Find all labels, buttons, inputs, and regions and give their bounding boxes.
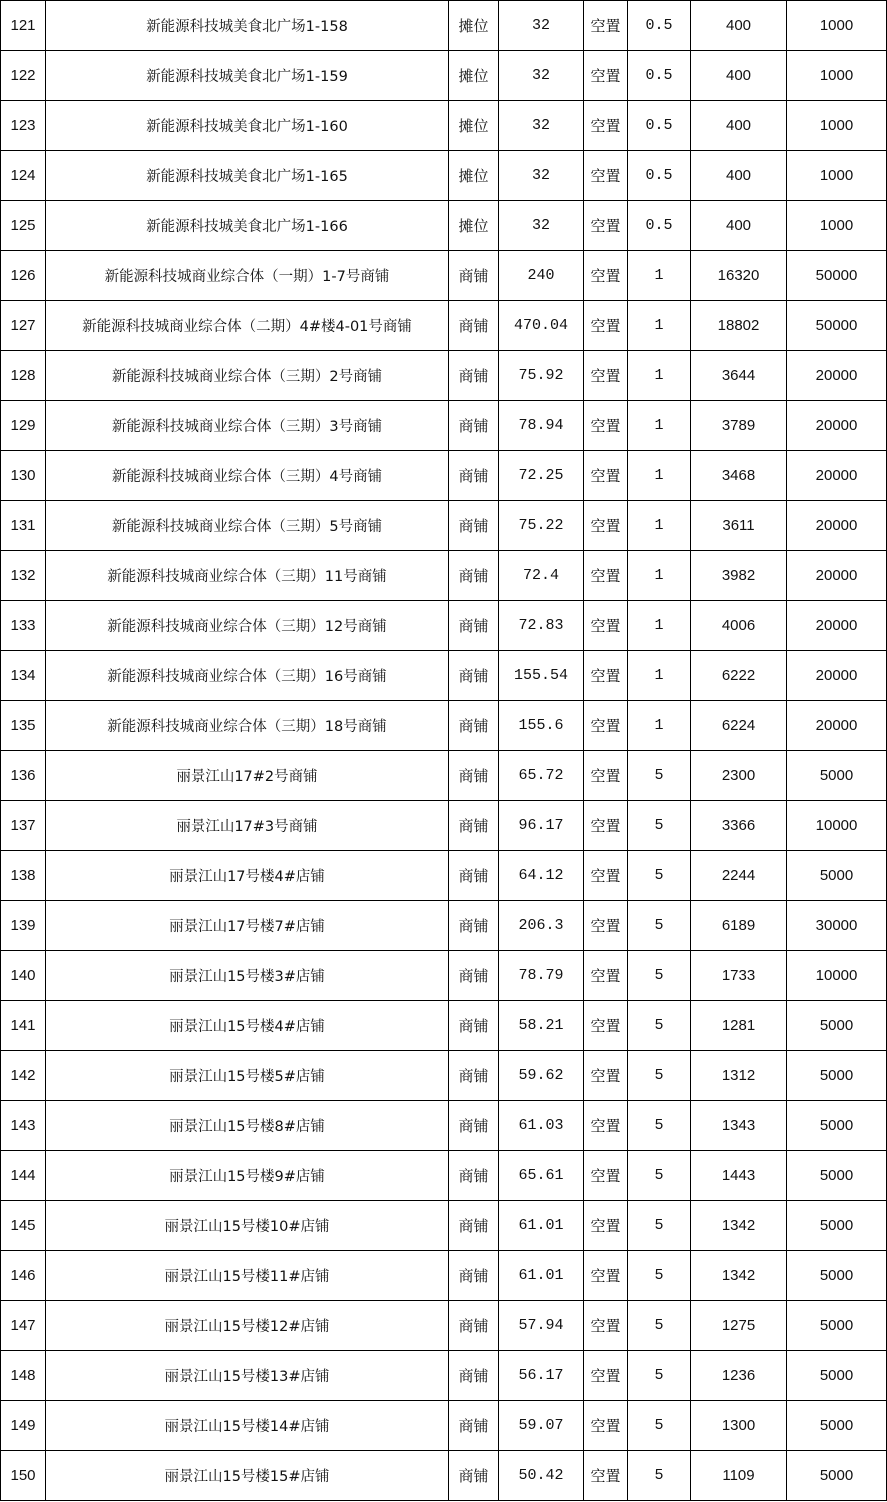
area-value: 75.22 bbox=[499, 501, 584, 551]
row-number: 134 bbox=[1, 651, 46, 701]
status: 空置 bbox=[584, 201, 628, 251]
property-name: 丽景江山17#2号商铺 bbox=[46, 751, 449, 801]
table-row bbox=[1, 801, 887, 851]
lease-term: 1 bbox=[628, 651, 691, 701]
lease-term: 1 bbox=[628, 551, 691, 601]
rent-price: 1443 bbox=[691, 1151, 787, 1201]
table-row bbox=[1, 1351, 887, 1401]
property-type: 商铺 bbox=[449, 551, 499, 601]
status: 空置 bbox=[584, 901, 628, 951]
property-name: 丽景江山15号楼3#店铺 bbox=[46, 951, 449, 1001]
row-number: 140 bbox=[1, 951, 46, 1001]
status: 空置 bbox=[584, 601, 628, 651]
area-value: 58.21 bbox=[499, 1001, 584, 1051]
property-name: 丽景江山15号楼12#店铺 bbox=[46, 1301, 449, 1351]
deposit: 5000 bbox=[787, 1101, 887, 1151]
rent-price: 1109 bbox=[691, 1451, 787, 1501]
property-name: 丽景江山15号楼5#店铺 bbox=[46, 1051, 449, 1101]
area-value: 61.03 bbox=[499, 1101, 584, 1151]
property-type: 商铺 bbox=[449, 1351, 499, 1401]
lease-term: 0.5 bbox=[628, 101, 691, 151]
row-number: 146 bbox=[1, 1251, 46, 1301]
row-number: 141 bbox=[1, 1001, 46, 1051]
deposit: 5000 bbox=[787, 1201, 887, 1251]
area-value: 65.72 bbox=[499, 751, 584, 801]
rent-price: 3468 bbox=[691, 451, 787, 501]
property-type: 商铺 bbox=[449, 1251, 499, 1301]
rent-price: 1343 bbox=[691, 1101, 787, 1151]
lease-term: 5 bbox=[628, 1351, 691, 1401]
rent-price: 18802 bbox=[691, 301, 787, 351]
deposit: 50000 bbox=[787, 301, 887, 351]
lease-term: 5 bbox=[628, 1101, 691, 1151]
area-value: 59.62 bbox=[499, 1051, 584, 1101]
property-type: 商铺 bbox=[449, 451, 499, 501]
status: 空置 bbox=[584, 51, 628, 101]
deposit: 5000 bbox=[787, 1401, 887, 1451]
lease-term: 0.5 bbox=[628, 51, 691, 101]
property-type: 摊位 bbox=[449, 201, 499, 251]
area-value: 57.94 bbox=[499, 1301, 584, 1351]
property-name: 丽景江山17#3号商铺 bbox=[46, 801, 449, 851]
status: 空置 bbox=[584, 1301, 628, 1351]
status: 空置 bbox=[584, 1351, 628, 1401]
property-name: 丽景江山15号楼11#店铺 bbox=[46, 1251, 449, 1301]
lease-term: 5 bbox=[628, 1151, 691, 1201]
table-row bbox=[1, 451, 887, 501]
area-value: 56.17 bbox=[499, 1351, 584, 1401]
lease-term: 5 bbox=[628, 851, 691, 901]
rent-price: 6224 bbox=[691, 701, 787, 751]
property-name: 新能源科技城商业综合体（三期）12号商铺 bbox=[46, 601, 449, 651]
table-row bbox=[1, 251, 887, 301]
table-row bbox=[1, 101, 887, 151]
status: 空置 bbox=[584, 1051, 628, 1101]
rent-price: 1275 bbox=[691, 1301, 787, 1351]
row-number: 148 bbox=[1, 1351, 46, 1401]
rent-price: 2244 bbox=[691, 851, 787, 901]
area-value: 78.79 bbox=[499, 951, 584, 1001]
property-name: 新能源科技城美食北广场1-165 bbox=[46, 151, 449, 201]
status: 空置 bbox=[584, 851, 628, 901]
property-type: 商铺 bbox=[449, 751, 499, 801]
status: 空置 bbox=[584, 1451, 628, 1501]
table-row bbox=[1, 1001, 887, 1051]
status: 空置 bbox=[584, 251, 628, 301]
row-number: 124 bbox=[1, 151, 46, 201]
row-number: 138 bbox=[1, 851, 46, 901]
row-number: 136 bbox=[1, 751, 46, 801]
property-name: 新能源科技城美食北广场1-160 bbox=[46, 101, 449, 151]
rent-price: 3611 bbox=[691, 501, 787, 551]
lease-term: 5 bbox=[628, 901, 691, 951]
property-type: 摊位 bbox=[449, 1, 499, 51]
status: 空置 bbox=[584, 301, 628, 351]
deposit: 50000 bbox=[787, 251, 887, 301]
property-name: 新能源科技城商业综合体（三期）3号商铺 bbox=[46, 401, 449, 451]
area-value: 72.83 bbox=[499, 601, 584, 651]
row-number: 123 bbox=[1, 101, 46, 151]
table-row bbox=[1, 401, 887, 451]
rent-price: 1312 bbox=[691, 1051, 787, 1101]
row-number: 132 bbox=[1, 551, 46, 601]
deposit: 20000 bbox=[787, 651, 887, 701]
row-number: 131 bbox=[1, 501, 46, 551]
area-value: 155.6 bbox=[499, 701, 584, 751]
area-value: 65.61 bbox=[499, 1151, 584, 1201]
row-number: 130 bbox=[1, 451, 46, 501]
property-type: 商铺 bbox=[449, 1451, 499, 1501]
property-type: 商铺 bbox=[449, 801, 499, 851]
lease-term: 1 bbox=[628, 251, 691, 301]
rent-price: 1342 bbox=[691, 1251, 787, 1301]
property-type: 商铺 bbox=[449, 401, 499, 451]
area-value: 32 bbox=[499, 51, 584, 101]
deposit: 5000 bbox=[787, 1451, 887, 1501]
property-name: 新能源科技城美食北广场1-166 bbox=[46, 201, 449, 251]
lease-term: 5 bbox=[628, 1451, 691, 1501]
rent-price: 400 bbox=[691, 1, 787, 51]
deposit: 5000 bbox=[787, 1351, 887, 1401]
table-row bbox=[1, 1101, 887, 1151]
deposit: 1000 bbox=[787, 101, 887, 151]
table-row bbox=[1, 1, 887, 51]
row-number: 129 bbox=[1, 401, 46, 451]
lease-term: 0.5 bbox=[628, 151, 691, 201]
rent-price: 6222 bbox=[691, 651, 787, 701]
property-name: 新能源科技城美食北广场1-158 bbox=[46, 1, 449, 51]
lease-term: 5 bbox=[628, 1301, 691, 1351]
row-number: 127 bbox=[1, 301, 46, 351]
deposit: 5000 bbox=[787, 1301, 887, 1351]
area-value: 32 bbox=[499, 101, 584, 151]
rent-price: 1281 bbox=[691, 1001, 787, 1051]
status: 空置 bbox=[584, 501, 628, 551]
property-name: 新能源科技城商业综合体（一期）1-7号商铺 bbox=[46, 251, 449, 301]
lease-term: 5 bbox=[628, 1401, 691, 1451]
table-row bbox=[1, 1401, 887, 1451]
table-row bbox=[1, 951, 887, 1001]
row-number: 150 bbox=[1, 1451, 46, 1501]
property-name: 丽景江山15号楼13#店铺 bbox=[46, 1351, 449, 1401]
row-number: 126 bbox=[1, 251, 46, 301]
rent-price: 400 bbox=[691, 101, 787, 151]
table-row bbox=[1, 201, 887, 251]
property-name: 丽景江山15号楼9#店铺 bbox=[46, 1151, 449, 1201]
row-number: 128 bbox=[1, 351, 46, 401]
lease-term: 1 bbox=[628, 301, 691, 351]
area-value: 75.92 bbox=[499, 351, 584, 401]
rent-price: 2300 bbox=[691, 751, 787, 801]
property-type: 商铺 bbox=[449, 651, 499, 701]
row-number: 125 bbox=[1, 201, 46, 251]
rent-price: 3789 bbox=[691, 401, 787, 451]
deposit: 20000 bbox=[787, 451, 887, 501]
property-name: 丽景江山17号楼7#店铺 bbox=[46, 901, 449, 951]
area-value: 470.04 bbox=[499, 301, 584, 351]
property-type: 商铺 bbox=[449, 301, 499, 351]
deposit: 5000 bbox=[787, 1251, 887, 1301]
status: 空置 bbox=[584, 451, 628, 501]
rent-price: 400 bbox=[691, 201, 787, 251]
rent-price: 16320 bbox=[691, 251, 787, 301]
lease-term: 5 bbox=[628, 1251, 691, 1301]
property-name: 丽景江山15号楼4#店铺 bbox=[46, 1001, 449, 1051]
deposit: 20000 bbox=[787, 501, 887, 551]
lease-term: 1 bbox=[628, 451, 691, 501]
table-row bbox=[1, 551, 887, 601]
rent-price: 4006 bbox=[691, 601, 787, 651]
property-name: 丽景江山15号楼14#店铺 bbox=[46, 1401, 449, 1451]
property-type: 商铺 bbox=[449, 1401, 499, 1451]
deposit: 1000 bbox=[787, 151, 887, 201]
area-value: 72.4 bbox=[499, 551, 584, 601]
property-type: 商铺 bbox=[449, 601, 499, 651]
table-row bbox=[1, 1451, 887, 1501]
property-name: 新能源科技城商业综合体（三期）4号商铺 bbox=[46, 451, 449, 501]
table-row bbox=[1, 601, 887, 651]
area-value: 61.01 bbox=[499, 1201, 584, 1251]
row-number: 145 bbox=[1, 1201, 46, 1251]
deposit: 20000 bbox=[787, 401, 887, 451]
deposit: 10000 bbox=[787, 951, 887, 1001]
row-number: 133 bbox=[1, 601, 46, 651]
status: 空置 bbox=[584, 1401, 628, 1451]
row-number: 144 bbox=[1, 1151, 46, 1201]
deposit: 5000 bbox=[787, 1151, 887, 1201]
area-value: 72.25 bbox=[499, 451, 584, 501]
status: 空置 bbox=[584, 1, 628, 51]
table-row bbox=[1, 51, 887, 101]
deposit: 20000 bbox=[787, 551, 887, 601]
table-body bbox=[1, 1, 887, 1501]
table-row bbox=[1, 851, 887, 901]
property-type: 商铺 bbox=[449, 851, 499, 901]
property-type: 商铺 bbox=[449, 251, 499, 301]
property-type: 摊位 bbox=[449, 151, 499, 201]
area-value: 32 bbox=[499, 201, 584, 251]
status: 空置 bbox=[584, 1001, 628, 1051]
property-type: 商铺 bbox=[449, 701, 499, 751]
deposit: 20000 bbox=[787, 701, 887, 751]
area-value: 78.94 bbox=[499, 401, 584, 451]
area-value: 155.54 bbox=[499, 651, 584, 701]
lease-term: 1 bbox=[628, 401, 691, 451]
row-number: 122 bbox=[1, 51, 46, 101]
rent-price: 3644 bbox=[691, 351, 787, 401]
rent-price: 400 bbox=[691, 151, 787, 201]
lease-term: 5 bbox=[628, 951, 691, 1001]
lease-term: 1 bbox=[628, 501, 691, 551]
property-name: 新能源科技城商业综合体（三期）2号商铺 bbox=[46, 351, 449, 401]
area-value: 96.17 bbox=[499, 801, 584, 851]
status: 空置 bbox=[584, 651, 628, 701]
deposit: 1000 bbox=[787, 1, 887, 51]
property-type: 商铺 bbox=[449, 1151, 499, 1201]
status: 空置 bbox=[584, 1101, 628, 1151]
rent-price: 3366 bbox=[691, 801, 787, 851]
table-row bbox=[1, 1151, 887, 1201]
table-row bbox=[1, 501, 887, 551]
property-type: 商铺 bbox=[449, 1301, 499, 1351]
lease-term: 5 bbox=[628, 1201, 691, 1251]
table-row bbox=[1, 301, 887, 351]
lease-term: 0.5 bbox=[628, 201, 691, 251]
row-number: 137 bbox=[1, 801, 46, 851]
area-value: 61.01 bbox=[499, 1251, 584, 1301]
table-row bbox=[1, 701, 887, 751]
property-name: 新能源科技城商业综合体（三期）5号商铺 bbox=[46, 501, 449, 551]
row-number: 142 bbox=[1, 1051, 46, 1101]
lease-term: 5 bbox=[628, 801, 691, 851]
area-value: 50.42 bbox=[499, 1451, 584, 1501]
lease-term: 5 bbox=[628, 1051, 691, 1101]
property-type: 摊位 bbox=[449, 101, 499, 151]
lease-term: 1 bbox=[628, 701, 691, 751]
deposit: 30000 bbox=[787, 901, 887, 951]
deposit: 5000 bbox=[787, 1051, 887, 1101]
property-name: 新能源科技城商业综合体（三期）18号商铺 bbox=[46, 701, 449, 751]
table-row bbox=[1, 1051, 887, 1101]
area-value: 64.12 bbox=[499, 851, 584, 901]
rent-price: 1733 bbox=[691, 951, 787, 1001]
table-row bbox=[1, 351, 887, 401]
table-row bbox=[1, 1251, 887, 1301]
property-name: 新能源科技城商业综合体（三期）16号商铺 bbox=[46, 651, 449, 701]
area-value: 240 bbox=[499, 251, 584, 301]
deposit: 5000 bbox=[787, 851, 887, 901]
status: 空置 bbox=[584, 751, 628, 801]
deposit: 20000 bbox=[787, 601, 887, 651]
property-type: 商铺 bbox=[449, 1201, 499, 1251]
status: 空置 bbox=[584, 351, 628, 401]
rent-price: 6189 bbox=[691, 901, 787, 951]
lease-term: 0.5 bbox=[628, 1, 691, 51]
status: 空置 bbox=[584, 401, 628, 451]
lease-term: 1 bbox=[628, 601, 691, 651]
property-type: 商铺 bbox=[449, 501, 499, 551]
property-name: 新能源科技城美食北广场1-159 bbox=[46, 51, 449, 101]
rent-price: 1300 bbox=[691, 1401, 787, 1451]
area-value: 32 bbox=[499, 1, 584, 51]
status: 空置 bbox=[584, 801, 628, 851]
area-value: 206.3 bbox=[499, 901, 584, 951]
status: 空置 bbox=[584, 1201, 628, 1251]
table-row bbox=[1, 651, 887, 701]
table-row bbox=[1, 1201, 887, 1251]
row-number: 121 bbox=[1, 1, 46, 51]
row-number: 139 bbox=[1, 901, 46, 951]
area-value: 59.07 bbox=[499, 1401, 584, 1451]
rent-price: 400 bbox=[691, 51, 787, 101]
property-type: 商铺 bbox=[449, 1101, 499, 1151]
deposit: 5000 bbox=[787, 751, 887, 801]
property-name: 丽景江山15号楼15#店铺 bbox=[46, 1451, 449, 1501]
property-type: 商铺 bbox=[449, 951, 499, 1001]
table-row bbox=[1, 901, 887, 951]
table-row bbox=[1, 1301, 887, 1351]
property-name: 丽景江山15号楼8#店铺 bbox=[46, 1101, 449, 1151]
property-name: 新能源科技城商业综合体（三期）11号商铺 bbox=[46, 551, 449, 601]
status: 空置 bbox=[584, 151, 628, 201]
property-type: 商铺 bbox=[449, 351, 499, 401]
status: 空置 bbox=[584, 551, 628, 601]
status: 空置 bbox=[584, 1151, 628, 1201]
status: 空置 bbox=[584, 101, 628, 151]
property-name: 丽景江山17号楼4#店铺 bbox=[46, 851, 449, 901]
status: 空置 bbox=[584, 951, 628, 1001]
lease-term: 1 bbox=[628, 351, 691, 401]
lease-term: 5 bbox=[628, 751, 691, 801]
deposit: 1000 bbox=[787, 201, 887, 251]
lease-term: 5 bbox=[628, 1001, 691, 1051]
property-name: 丽景江山15号楼10#店铺 bbox=[46, 1201, 449, 1251]
deposit: 1000 bbox=[787, 51, 887, 101]
deposit: 20000 bbox=[787, 351, 887, 401]
row-number: 149 bbox=[1, 1401, 46, 1451]
table-row bbox=[1, 151, 887, 201]
deposit: 10000 bbox=[787, 801, 887, 851]
rent-price: 1236 bbox=[691, 1351, 787, 1401]
property-type: 商铺 bbox=[449, 1001, 499, 1051]
area-value: 32 bbox=[499, 151, 584, 201]
deposit: 5000 bbox=[787, 1001, 887, 1051]
rent-price: 1342 bbox=[691, 1201, 787, 1251]
status: 空置 bbox=[584, 701, 628, 751]
property-type: 商铺 bbox=[449, 1051, 499, 1101]
status: 空置 bbox=[584, 1251, 628, 1301]
row-number: 147 bbox=[1, 1301, 46, 1351]
row-number: 135 bbox=[1, 701, 46, 751]
property-type: 商铺 bbox=[449, 901, 499, 951]
table-row bbox=[1, 751, 887, 801]
property-name: 新能源科技城商业综合体（二期）4#楼4-01号商铺 bbox=[46, 301, 449, 351]
row-number: 143 bbox=[1, 1101, 46, 1151]
property-type: 摊位 bbox=[449, 51, 499, 101]
rent-price: 3982 bbox=[691, 551, 787, 601]
